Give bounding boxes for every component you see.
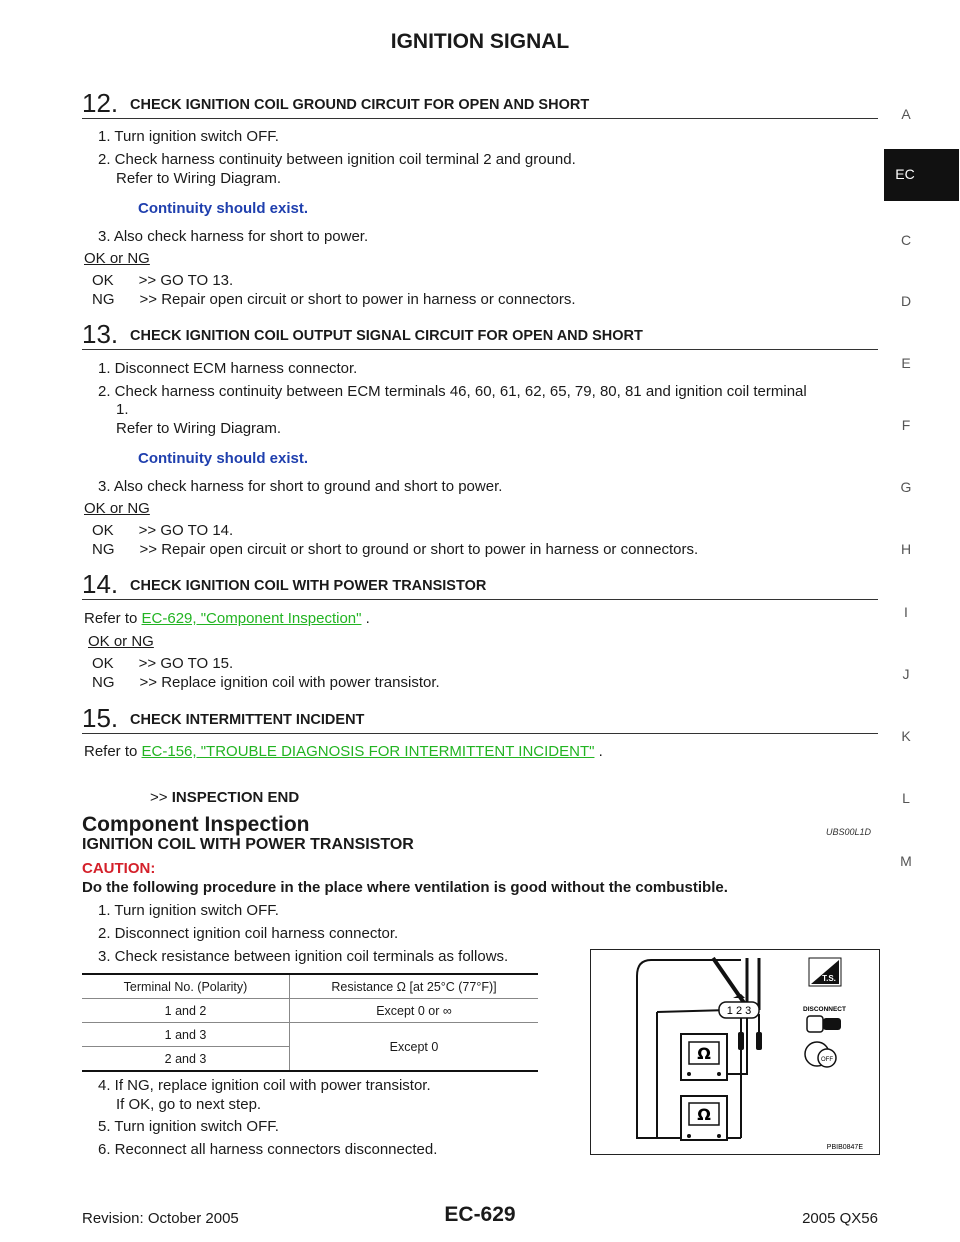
figure-code: PBIB0847E: [826, 1144, 863, 1151]
page-title: IGNITION SIGNAL: [390, 30, 570, 53]
ts-label: T.S.: [822, 974, 836, 983]
step-item: 3. Also check harness for short to power.: [98, 228, 369, 245]
disconnect-label: DISCONNECT: [803, 1006, 846, 1013]
ok-or-ng-label: OK or NG: [84, 500, 150, 517]
step-number: 12.: [82, 88, 119, 118]
refer-suffix: .: [594, 743, 603, 760]
step-14-header: [82, 569, 878, 600]
inspection-figure: [590, 949, 880, 1155]
table-cell: 1 and 2: [82, 999, 290, 1023]
ok-result: OK >> GO TO 13.: [92, 272, 234, 289]
step-number: 14.: [82, 569, 119, 599]
ok-result: OK >> GO TO 15.: [92, 655, 234, 672]
section-subheading: IGNITION COIL WITH POWER TRANSISTOR: [82, 836, 414, 853]
caution-label: CAUTION:: [82, 860, 156, 877]
step-item: 1.: [116, 401, 129, 418]
refer-prefix: Refer to: [84, 743, 142, 760]
ohm-icon: Ω: [697, 1044, 711, 1063]
sidebar-tab-k[interactable]: K: [901, 728, 911, 744]
section-code: UBS00L1D: [826, 827, 872, 837]
footer-model: 2005 QX56: [802, 1210, 878, 1227]
inspection-item: If OK, go to next step.: [116, 1096, 262, 1113]
step-12-header: [82, 88, 878, 119]
spec-text: Continuity should exist.: [138, 450, 309, 467]
table-cell: Except 0: [290, 1023, 539, 1072]
table-header: Resistance Ω [at 25°C (77°F)]: [290, 974, 539, 999]
ok-or-ng-label: OK or NG: [84, 250, 150, 267]
table-cell: 2 and 3: [82, 1047, 290, 1072]
inspection-end: [150, 788, 299, 807]
sidebar-tab-j[interactable]: J: [902, 666, 910, 682]
disconnect-icon: [807, 1016, 823, 1032]
step-item: Refer to Wiring Diagram.: [116, 420, 282, 437]
inspection-item: 3. Check resistance between ignition coil terminals as follows.: [98, 948, 509, 965]
table-row: [82, 1023, 538, 1047]
inspection-item: 6. Reconnect all harness connectors disconnected.: [98, 1141, 438, 1158]
inspection-item: 2. Disconnect ignition coil harness connector.: [98, 925, 399, 942]
refer-suffix: .: [361, 610, 370, 627]
step-item: 2. Check harness continuity between ECM terminals 46, 60, 61, 62, 65, 79, 80, 81 and ignition coil terminal: [98, 383, 807, 400]
sidebar-tab-g[interactable]: G: [900, 479, 912, 495]
sidebar-tab-ec[interactable]: [884, 149, 959, 201]
sidebar-tab-f[interactable]: F: [901, 417, 911, 433]
sidebar-tab-a[interactable]: A: [901, 106, 911, 122]
caution-text: Do the following procedure in the place where ventilation is good without the combustible.: [82, 879, 728, 896]
ok-result: OK >> GO TO 14.: [92, 522, 234, 539]
spec-text: Continuity should exist.: [138, 200, 309, 217]
step-item: 1. Turn ignition switch OFF.: [98, 128, 279, 145]
step-item: 1. Disconnect ECM harness connector.: [98, 360, 358, 377]
step-number: 15.: [82, 703, 119, 733]
ng-result: NG >> Repair open circuit or short to ground or short to power in harness or connectors.: [92, 541, 699, 558]
table-header-row: [82, 974, 538, 999]
connector-terminals-label: 1 2 3: [726, 1005, 752, 1017]
ohm-icon: Ω: [697, 1105, 711, 1124]
component-inspection-link[interactable]: EC-629, "Component Inspection": [141, 610, 362, 627]
section-heading: Component Inspection: [82, 813, 310, 836]
table-cell: Except 0 or ∞: [290, 999, 539, 1023]
ignition-coil-diagram: [591, 950, 879, 1154]
sidebar-tab-d[interactable]: D: [900, 293, 912, 309]
refer-prefix: Refer to: [84, 610, 142, 627]
footer-revision: Revision: October 2005: [82, 1210, 239, 1227]
end-text: INSPECTION END: [171, 789, 300, 806]
step-title: CHECK IGNITION COIL GROUND CIRCUIT FOR OPEN AND SHORT: [130, 97, 590, 113]
intermittent-incident-link[interactable]: EC-156, "TROUBLE DIAGNOSIS FOR INTERMITTENT INCIDENT": [141, 743, 595, 760]
step-item: 3. Also check harness for short to ground and short to power.: [98, 478, 503, 495]
table-row: [82, 999, 538, 1023]
inspection-item: 5. Turn ignition switch OFF.: [98, 1118, 279, 1135]
sidebar-tab-i[interactable]: I: [904, 604, 908, 620]
inspection-item: 1. Turn ignition switch OFF.: [98, 902, 279, 919]
ng-result: NG >> Repair open circuit or short to power in harness or connectors.: [92, 291, 576, 308]
off-label: OFF: [821, 1057, 833, 1063]
table-header: Terminal No. (Polarity): [82, 974, 290, 999]
step-title: CHECK IGNITION COIL OUTPUT SIGNAL CIRCUIT FOR OPEN AND SHORT: [130, 328, 643, 344]
ok-or-ng-label: OK or NG: [88, 633, 154, 650]
step-item: 2. Check harness continuity between ignition coil terminal 2 and ground.: [98, 151, 576, 168]
step-number: 13.: [82, 319, 119, 349]
sidebar-tab-c[interactable]: C: [900, 232, 912, 248]
step-15-header: [82, 703, 878, 734]
step-13-header: [82, 319, 878, 350]
refer-line: [84, 609, 370, 628]
refer-line: [84, 742, 603, 761]
sidebar-tab-h[interactable]: H: [900, 541, 912, 557]
sidebar-tab-m[interactable]: M: [900, 853, 912, 869]
end-arrow: >>: [150, 789, 168, 806]
sidebar-tab-e[interactable]: E: [901, 355, 911, 371]
table-cell: 1 and 3: [82, 1023, 290, 1047]
resistance-table: [82, 973, 538, 1072]
sidebar-tab-l[interactable]: L: [902, 790, 910, 806]
sidebar-tab-label: EC: [895, 166, 915, 182]
step-item: Refer to Wiring Diagram.: [116, 170, 282, 187]
ng-result: NG >> Replace ignition coil with power transistor.: [92, 674, 440, 691]
footer-page-number: EC-629: [444, 1203, 516, 1226]
step-title: CHECK IGNITION COIL WITH POWER TRANSISTOR: [130, 578, 487, 594]
step-title: CHECK INTERMITTENT INCIDENT: [130, 712, 365, 728]
inspection-item: 4. If NG, replace ignition coil with power transistor.: [98, 1077, 431, 1094]
